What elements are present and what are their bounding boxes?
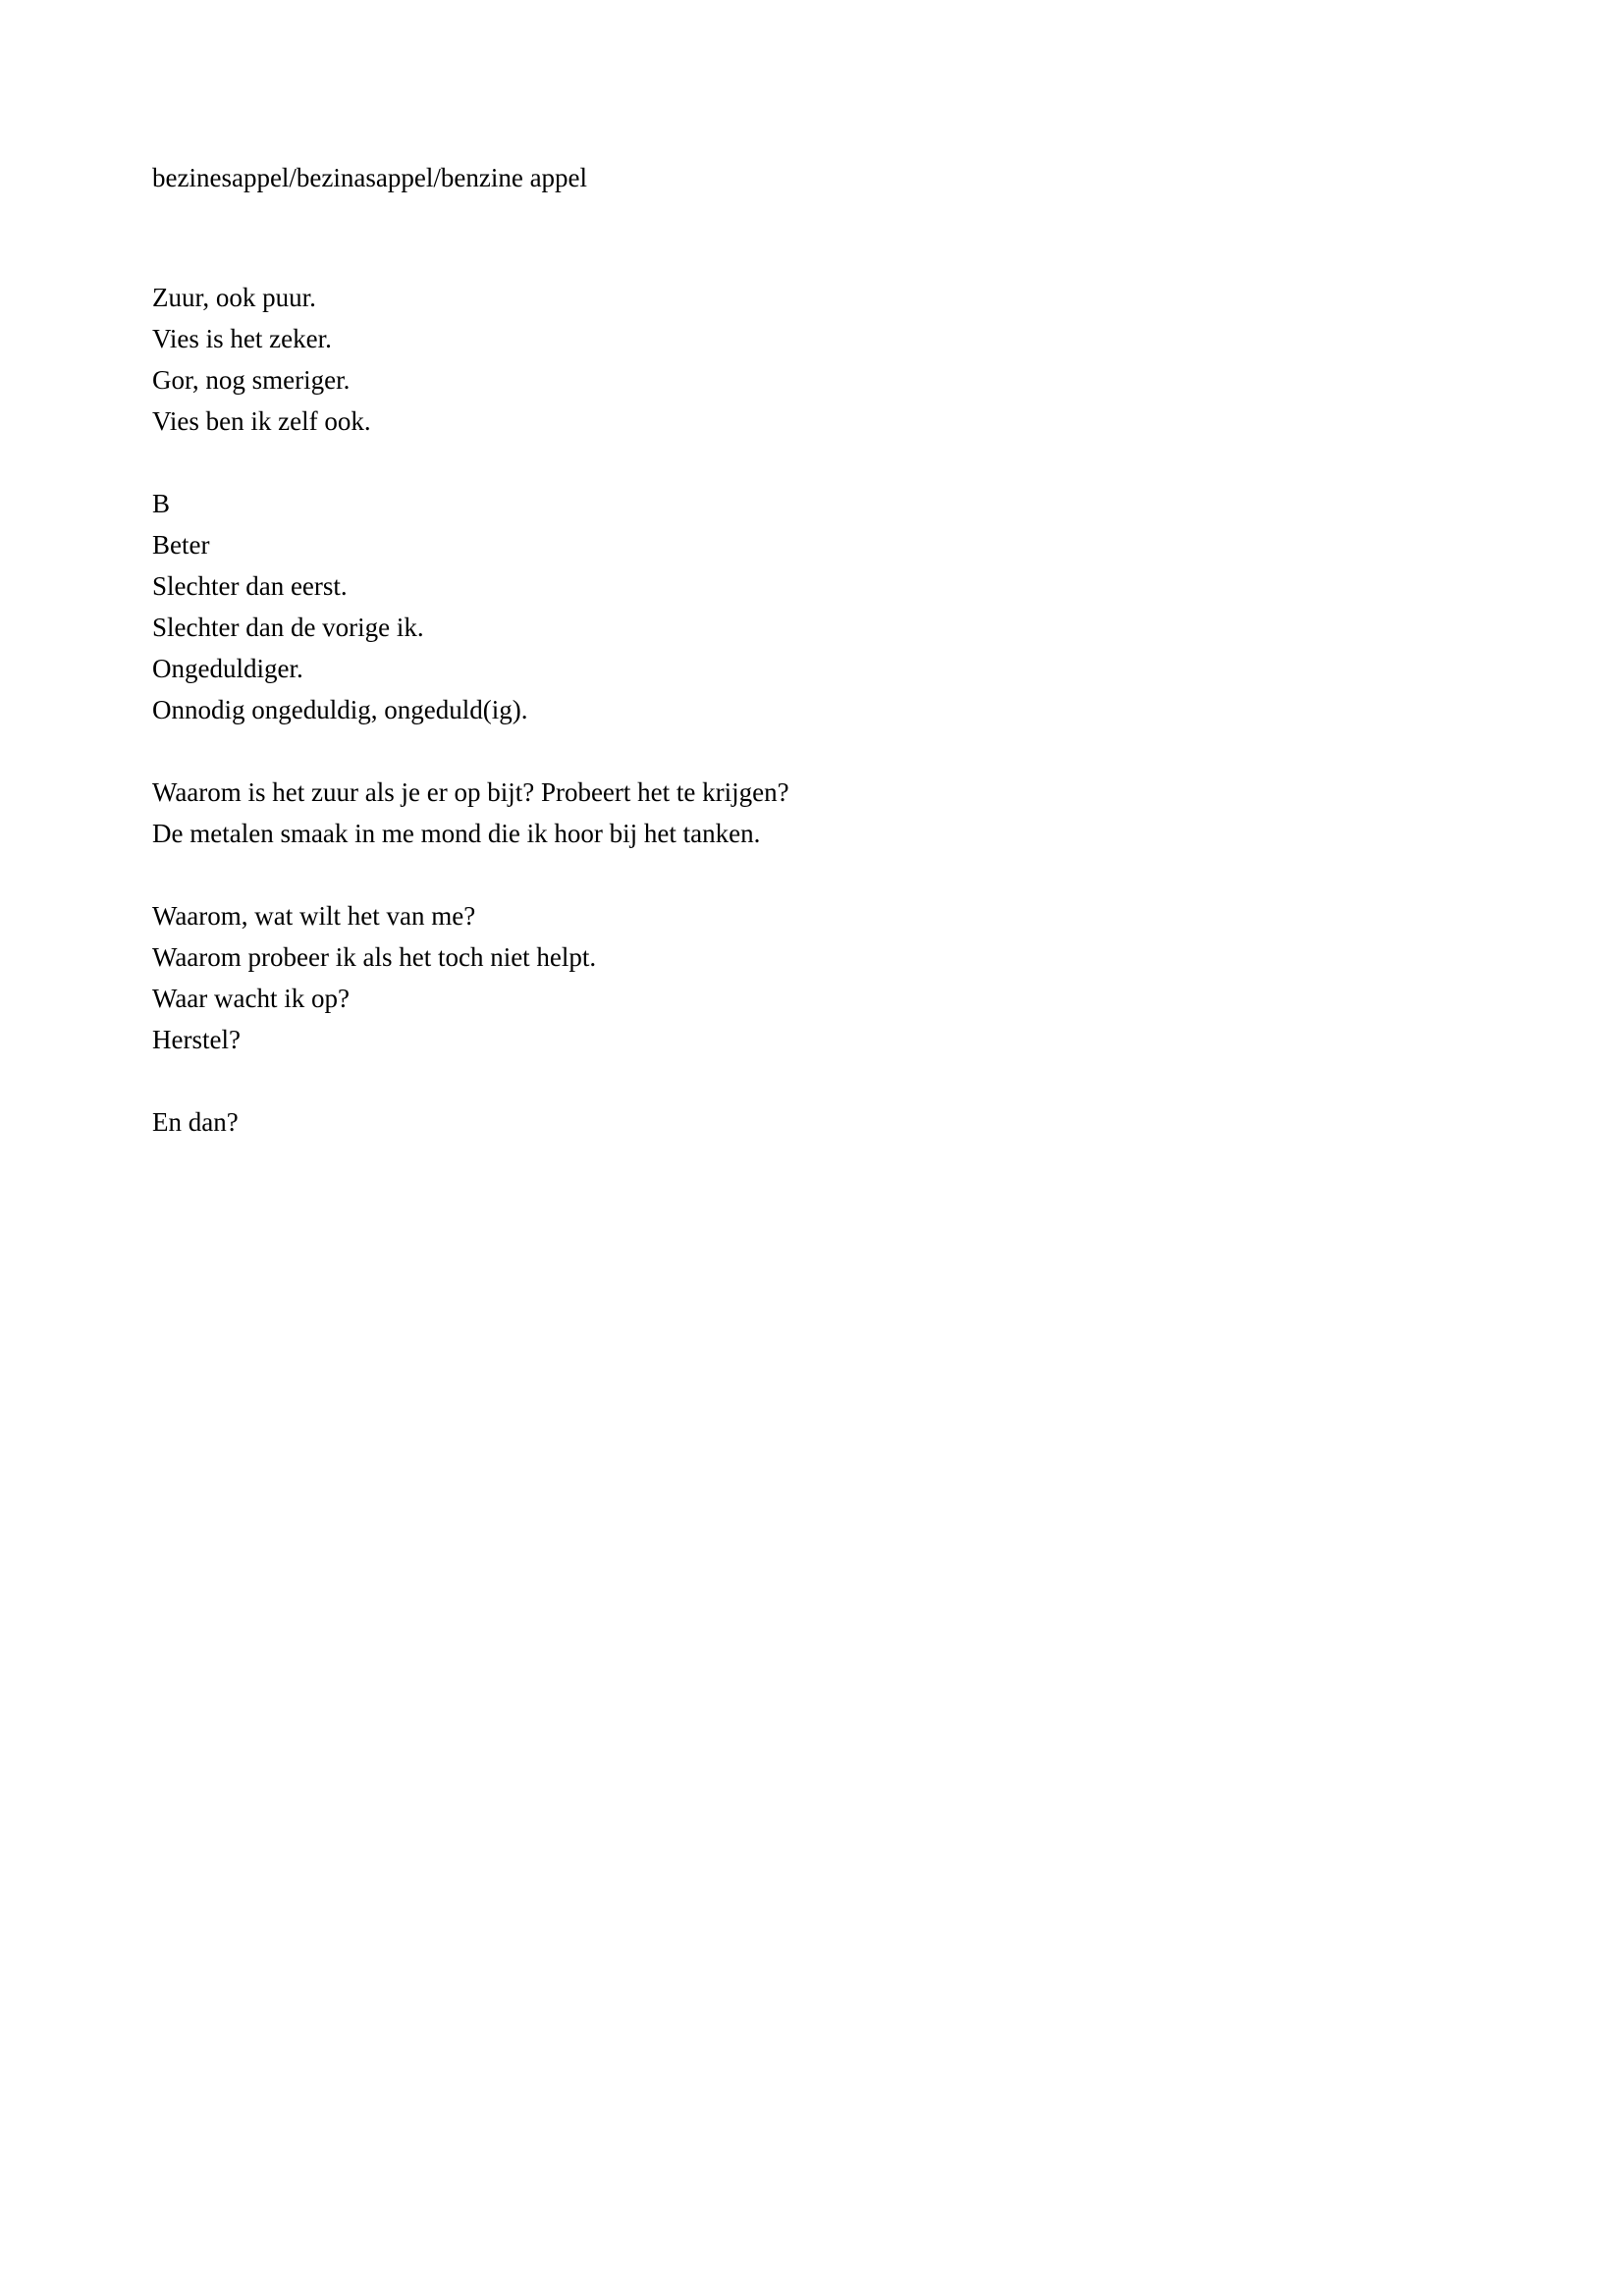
poem-line: Waar wacht ik op? <box>152 984 350 1013</box>
poem-stanza <box>152 483 1477 730</box>
poem-line: Gor, nog smeriger. <box>152 365 351 395</box>
poem-line: Ongeduldiger. <box>152 654 303 683</box>
poem-line: Vies is het zeker. <box>152 324 332 353</box>
poem-line: Slechter dan eerst. <box>152 571 348 601</box>
poem-line: B <box>152 489 171 518</box>
page-title: bezinesappel/bezinasappel/benzine appel <box>152 163 588 192</box>
poem-line: Onnodig ongeduldig, ongeduld(ig). <box>152 695 528 724</box>
poem-line: Herstel? <box>152 1025 241 1054</box>
poem-stanza <box>152 772 1477 854</box>
poem-stanza <box>152 1101 1477 1143</box>
document-body <box>152 277 1477 1143</box>
poem-line: Vies ben ik zelf ook. <box>152 406 371 436</box>
poem-line: En dan? <box>152 1107 239 1137</box>
poem-line: Waarom, wat wilt het van me? <box>152 901 476 931</box>
poem-stanza <box>152 895 1477 1060</box>
poem-line: Slechter dan de vorige ik. <box>152 613 424 642</box>
poem-line: Waarom is het zuur als je er op bijt? Probeert het te krijgen? <box>152 777 789 807</box>
poem-line: Waarom probeer ik als het toch niet helpt. <box>152 942 597 972</box>
poem-line: Beter <box>152 530 210 560</box>
poem-stanza <box>152 277 1477 442</box>
poem-line: Zuur, ook puur. <box>152 283 316 312</box>
poem-line: De metalen smaak in me mond die ik hoor bij het tanken. <box>152 819 761 848</box>
